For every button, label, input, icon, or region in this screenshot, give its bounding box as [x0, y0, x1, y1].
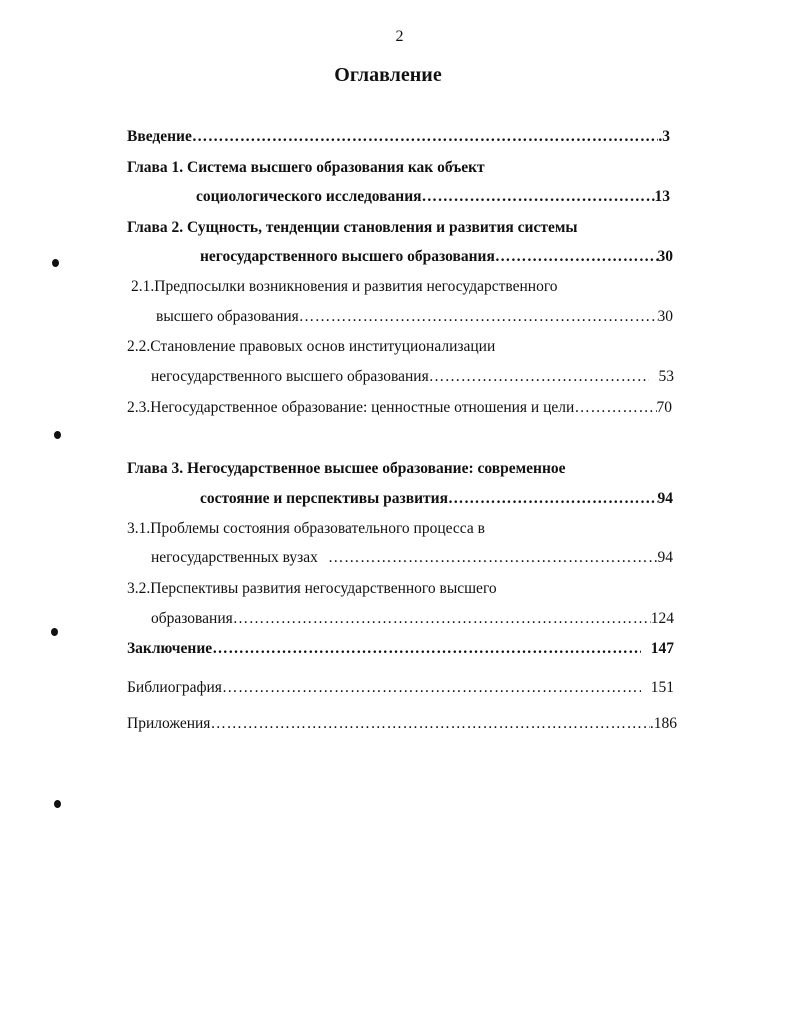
toc-page: 124 [650, 610, 674, 627]
leader-dots [495, 246, 658, 268]
toc-page: .3 [658, 128, 670, 145]
toc-label: негосударственных вузах [151, 549, 318, 566]
toc-page: 70 [656, 399, 672, 416]
toc-entry-ch2-line1 [127, 217, 687, 239]
toc-page: 94 [657, 549, 673, 566]
leader-dots [574, 397, 656, 419]
punch-hole-mark [54, 431, 61, 439]
leader-dots [328, 547, 658, 569]
leader-dots [448, 488, 658, 510]
toc-entry-ch1-line2 [196, 186, 670, 208]
toc-label: Глава 3. Негосударственное высшее образование: современное [127, 460, 566, 477]
toc-entry-ch1-line1 [127, 157, 687, 179]
toc-entry-ch3-line2 [200, 488, 673, 510]
toc-label: Глава 2. Сущность, тенденции становления и развития системы [127, 219, 578, 236]
leader-dots [192, 126, 659, 148]
toc-page: 30 [657, 308, 673, 325]
leader-dots [429, 366, 649, 388]
leader-dots [233, 608, 651, 630]
punch-hole-mark [52, 259, 59, 267]
leader-dots [210, 713, 649, 735]
leader-dots [222, 677, 641, 699]
toc-page: 94 [657, 490, 673, 507]
toc-label: негосударственного высшего образования [200, 248, 495, 265]
toc-page: 53 [658, 368, 674, 385]
punch-hole-mark [54, 800, 61, 808]
toc-entry-s23 [127, 397, 672, 419]
toc-label: состояние и перспективы развития [200, 490, 448, 507]
page-number: 2 [395, 28, 404, 45]
toc-label: Библиография [127, 679, 222, 696]
toc-entry-ch3-line1 [127, 458, 687, 480]
toc-entry-bibliography [127, 677, 674, 699]
toc-page: .186 [649, 715, 677, 732]
toc-entry-s21-line1 [131, 276, 691, 298]
toc-label: Введение [127, 128, 192, 145]
toc-entry-s32-line1 [127, 578, 687, 600]
toc-label: 3.1.Проблемы состояния образовательного процесса в [127, 520, 485, 537]
toc-label: негосударственного высшего образования [151, 368, 429, 385]
toc-page: 13 [654, 188, 670, 205]
toc-page: 147 [650, 640, 674, 657]
toc-page: 151 [650, 679, 674, 696]
toc-label: 2.2.Становление правовых основ институционализации [127, 338, 496, 355]
toc-label: 3.2.Перспективы развития негосударственного высшего [127, 580, 497, 597]
toc-entry-appendices [127, 713, 677, 735]
toc-label: социологического исследования [196, 188, 422, 205]
leader-dots [422, 186, 655, 208]
toc-entry-s22-line1 [127, 336, 687, 358]
toc-entry-conclusion [127, 638, 674, 660]
toc-label: Заключение [127, 640, 213, 657]
leader-dots [299, 306, 658, 328]
toc-entry-s31-line2 [151, 547, 673, 569]
toc-label: Глава 1. Система высшего образования как объект [127, 159, 485, 176]
page-title: Оглавление [334, 64, 442, 86]
toc-entry-s22-line2 [151, 366, 674, 388]
toc-entry-s31-line1 [127, 518, 687, 540]
toc-entry-s21-line2 [156, 306, 673, 328]
punch-hole-mark [51, 628, 58, 636]
toc-label: высшего образования [156, 308, 299, 325]
toc-label: Приложения [127, 715, 211, 732]
toc-entry-s32-line2 [151, 608, 674, 630]
toc-page: 30 [657, 248, 673, 265]
leader-dots [212, 638, 641, 660]
toc-label: 2.1.Предпосылки возникновения и развития негосударственного [131, 278, 558, 295]
toc-entry-intro [127, 126, 670, 148]
toc-label: образования [151, 610, 233, 627]
toc-label: 2.3.Негосударственное образование: ценностные отношения и цели [127, 399, 575, 416]
toc-entry-ch2-line2 [200, 246, 673, 268]
